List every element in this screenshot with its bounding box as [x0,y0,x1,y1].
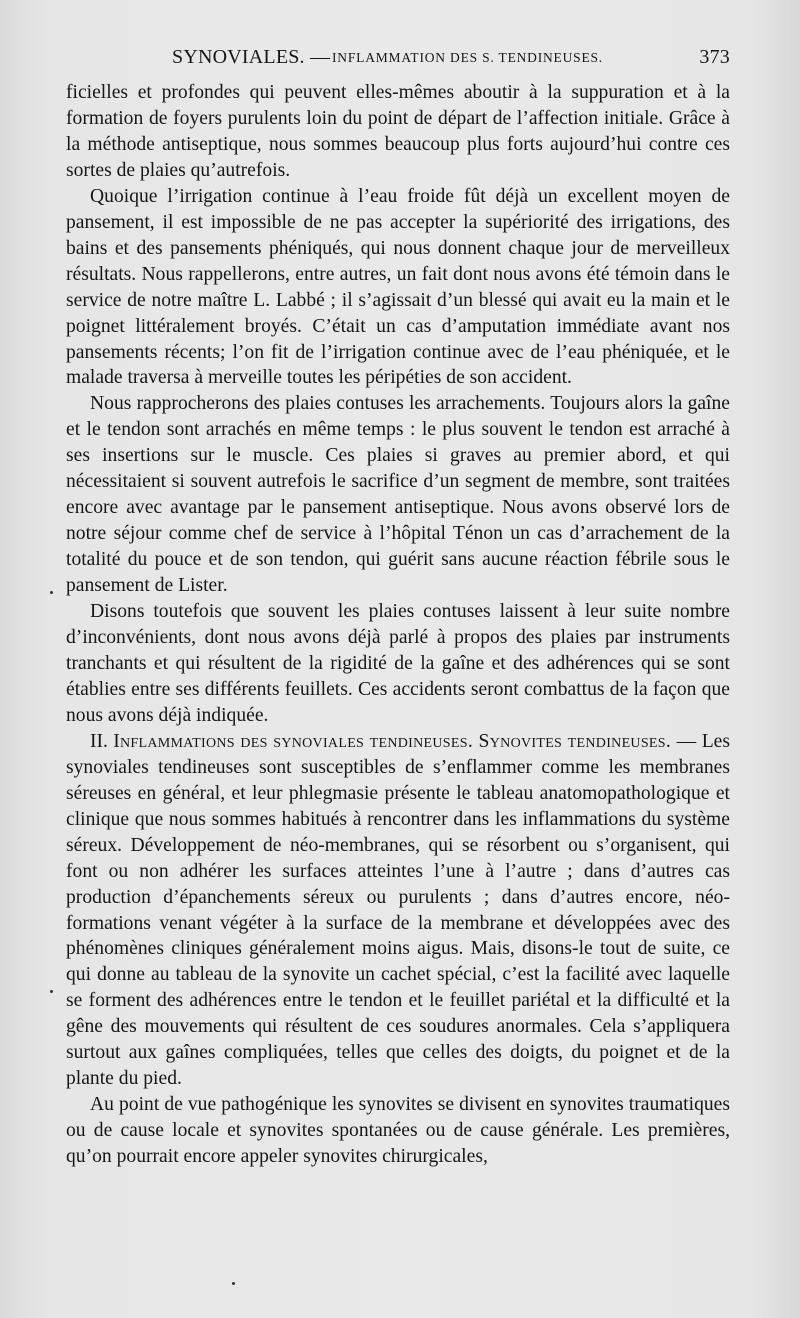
paragraph-inconvenients: Disons toutefois que souvent les plaies contuses laissent à leur suite nombre d’inconvénients, dont nous avons déjà parlé à propos des plaies par instruments tranchants et qui résultent de la rigidité de la gaîne et des adhérences qui se sont établies entre ses différents feuillets. Ces accidents seront combattus de la façon que nous avons déjà indiquée. [66,601,730,726]
paper-speck-left-2 [50,990,53,993]
section-number: II. [90,730,108,752]
page-header [66,46,730,72]
paper-speck-bottom [232,1282,235,1285]
page-number: 373 [699,46,730,68]
paragraph-pathogenie: Au point de vue pathogénique les synovites se divisent en synovites traumatiques ou de cause locale et synovites spontanées ou de cause générale. Les premières, qu’on pourrait encore appeler synovites chirurgicales, [66,1094,730,1168]
paragraph-continuation: ficielles et profondes qui peuvent elles-mêmes aboutir à la suppuration et à la formation de foyers purulents loin du point de départ de l’affection initiale. Grâce à la méthode antiseptique, nous sommes beaucoup plus forts aujourd’hui contre ces sortes de plaies qu’autrefois. [66,82,730,181]
section-text: Les synoviales tendineuses sont susceptibles de s’enflammer comme les membranes séreuses en général, et leur phlegmasie présente le tableau anatomopathologique et clinique que nous sommes habitués à rencontrer dans les inflammations du système séreux. Développement de néo-membranes, qui se résorbent ou s’organisent, qui font ou non adhérer les surfaces atteintes l’une à l’autre ; dans d’autres cas production d’épanchements séreux ou purulents ; dans d’autres encore, néo-formations venant végéter à la surface de la membrane et développées avec des phénomènes cliniques généralement moins aigus. Mais, disons-le tout de suite, ce qui donne au tableau de la synovite un cachet spécial, c’est la facilité avec laquelle se forment des adhérences entre le tendon et le feuillet pariétal et la difficulté et la gêne des mouvements qui résultent de ces soudures anormales. Cela s’appliquera surtout aux gaînes compliquées, telles que celles des doigts, du poignet et de la plante du pied. [66,730,730,1090]
paragraph-arrachements: Nous rapprocherons des plaies contuses les arrachements. Toujours alors la gaîne et le tendon sont arrachés en même temps : le plus souvent le tendon est arraché à ses insertions sur le muscle. Ces plaies si graves au premier abord, et qui nécessitaient si souvent autrefois le sacrifice d’un segment de membre, sont traitées encore avec avantage par le pansement antiseptique. Nous avons observé lors de notre séjour comme chef de service à l’hôpital Ténon un cas d’arrachement de la totalité du pouce et de son tendon, qui guérit sans aucune réaction fébrile sous le pansement de Lister. [66,393,730,597]
page-body [66,80,730,1170]
header-title [172,46,330,69]
paper-speck-left-1 [50,591,53,594]
header-title-text: SYNOVIALES. [172,46,305,68]
paragraph-irrigation: Quoique l’irrigation continue à l’eau froide fût déjà un excellent moyen de pansement, il est impossible de ne pas accepter la supériorité des irrigations, des bains et des pansements phéniqués, qui nous donnent chaque jour de merveilleux résultats. Nous rappellerons, entre autres, un fait dont nous avons été témoin dans le service de notre maître L. Labbé ; il s’agissait d’un blessé qui avait eu la main et le poignet littéralement broyés. C’était un cas d’amputation immédiate avant nos pansements récents; l’on fit de l’irrigation continue avec de l’eau phéniquée, et le malade traversa à merveille toutes les péripéties de son accident. [66,185,730,389]
running-title: INFLAMMATION DES S. TENDINEUSES. [332,50,603,65]
section-synovites [66,729,730,1092]
header-dash: — [309,46,331,68]
section-heading: Inflammations des synoviales tendineuses. Synovites tendineuses. — [113,730,697,752]
